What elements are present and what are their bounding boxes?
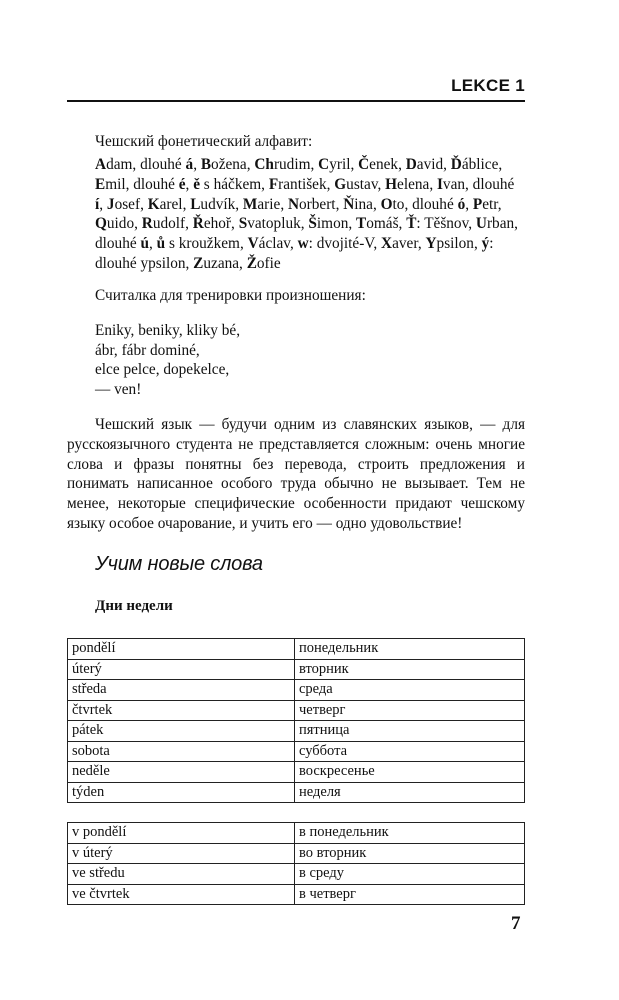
alphabet-letter: G [334, 175, 347, 193]
alphabet-entry: David [405, 156, 444, 173]
alphabet-entry: Ypsilon [425, 235, 474, 253]
alphabet-entry: Ďáblice [450, 156, 499, 173]
alphabet-entry: Norbert [287, 195, 336, 213]
alphabet-letter: ů [156, 235, 166, 253]
alphabet-entry: Petr [472, 195, 498, 213]
alphabet-letter: O [380, 195, 393, 213]
alphabet-letter: Ř [192, 215, 204, 233]
alphabet-entry: Tomáš [356, 215, 399, 233]
alphabet-letter: Q [95, 215, 107, 233]
alphabet-letter: Ď [450, 156, 462, 173]
table-row [68, 823, 525, 844]
alphabet-entry: Ť: Těšnov [406, 215, 469, 233]
page-number: 7 [511, 913, 521, 934]
alphabet-entry: František [268, 175, 327, 193]
alphabet-entry: Řehoř [192, 215, 232, 233]
alphabet-entry: Urban [475, 215, 515, 233]
alphabet-entry: Žofie [246, 254, 281, 272]
section-title: Учим новые слова [95, 553, 263, 575]
alphabet-letter: E [95, 175, 106, 193]
czech-word: ve středu [68, 864, 295, 885]
czech-word: pondělí [68, 639, 295, 660]
alphabet-entry: Čenek [358, 156, 399, 173]
alphabet-letter: K [147, 195, 160, 213]
section-subtitle: Дни недели [95, 598, 173, 614]
days-table [67, 638, 525, 803]
alphabet-letter: L [190, 195, 201, 213]
alphabet-entry: dlouhé ó [412, 195, 466, 213]
alphabet-entry: Oto [380, 195, 405, 213]
alphabet-letter: X [381, 235, 393, 253]
alphabet-entry: Ňina [343, 195, 373, 213]
alphabet-letter: Ž [246, 254, 257, 272]
alphabet-letter: é [178, 175, 186, 193]
table-row [68, 843, 525, 864]
alphabet-letter: ó [457, 195, 466, 213]
czech-word: středa [68, 680, 295, 701]
russian-translation: среда [295, 680, 525, 701]
alphabet-letter: S [238, 215, 248, 233]
russian-translation: во вторник [295, 843, 525, 864]
alphabet-entry: dlouhé á [140, 156, 194, 173]
table-row [68, 680, 525, 701]
alphabet-letter: Z [193, 254, 204, 272]
russian-translation: неделя [295, 782, 525, 803]
alphabet-letter: ú [140, 235, 149, 253]
rhyme-verse [95, 321, 240, 399]
czech-word: ve čtvrtek [68, 884, 295, 905]
alphabet-entry: ů s kroužkem [156, 235, 240, 253]
rhyme-line: Eniky, beniky, kliky bé, [95, 322, 241, 339]
alphabet-letter: V [247, 235, 259, 253]
alphabet-entry: ý: dlouhé ypsilon [95, 235, 494, 272]
alphabet-letter: í [95, 195, 100, 213]
alphabet-entry: Šimon [308, 215, 349, 233]
alphabet-letter: R [141, 215, 153, 233]
alphabet-entry: Gustav [334, 175, 378, 193]
table-row [68, 782, 525, 803]
russian-translation: в четверг [295, 884, 525, 905]
russian-translation: понедельник [295, 639, 525, 660]
alphabet-letter: ě [193, 175, 200, 193]
alphabet-entry: Xaver [381, 235, 418, 253]
rhyme-line: — ven! [95, 380, 142, 398]
alphabet-entry: dlouhé í [95, 175, 515, 213]
alphabet-letter: C [318, 156, 330, 173]
table-row [68, 864, 525, 885]
alphabet-letter: M [242, 195, 258, 213]
czech-word: neděle [68, 762, 295, 783]
alphabet-letter: P [472, 195, 483, 213]
russian-translation: в среду [295, 864, 525, 885]
table-row [68, 884, 525, 905]
alphabet-letter: w [297, 235, 309, 253]
alphabet-letter: Ch [254, 156, 274, 173]
russian-translation: в понедельник [295, 823, 525, 844]
russian-translation: вторник [295, 659, 525, 680]
czech-word: v úterý [68, 843, 295, 864]
alphabet-letter: N [287, 195, 300, 213]
intro-paragraph: Чешский язык — будучи одним из славянских языков, — для русскоязычного студента не представляется сложным: очень многие слова и фразы понятны без перевода, строить предложения и понимать написанное особого труда обычно не вызывает. Тем не менее, некоторые специфические особенности придают чешскому языку особое очарование, и учить его — одно удовольствие! [67, 416, 525, 532]
alphabet-letter: F [268, 175, 279, 193]
alphabet-letter: Y [425, 235, 437, 253]
rhyme-line: elce pelce, dopekelce, [95, 361, 230, 378]
table-row [68, 639, 525, 660]
table-row [68, 700, 525, 721]
russian-translation: суббота [295, 741, 525, 762]
alphabet-letter: H [385, 175, 398, 193]
alphabet-entry: Václav [247, 235, 290, 253]
czech-word: úterý [68, 659, 295, 680]
table-row [68, 741, 525, 762]
table-row [68, 659, 525, 680]
alphabet-entry: Chrudim [254, 156, 311, 173]
alphabet-text: Adam, dlouhé á, Božena, Chrudim, Cyril, Čenek, David, Ďáblice, Emil, dlouhé é, ě s háčkem, František, Gustav, Helena, Ivan, dlouhé í, Josef, Karel, Ludvík, Marie, Norbert, Ňina, Oto, dlouhé ó, Petr, Quido, Rudolf, Řehoř, Svatopluk, Šimon, Tomáš, Ť: Těšnov, Urban, dlouhé ú, ů s kroužkem, Václav, w: dvojité-V, Xaver, Ypsilon, ý: dlouhé ypsilon, Zuzana, Žofie [95, 156, 518, 272]
czech-word: týden [68, 782, 295, 803]
alphabet-entry: Ludvík [190, 195, 236, 213]
alphabet-title: Чешский фонетический алфавит: [95, 133, 313, 150]
czech-word: pátek [68, 721, 295, 742]
alphabet-entry: Zuzana [193, 254, 240, 272]
alphabet-letter: Š [308, 215, 317, 233]
alphabet-entry: dlouhé ú [95, 235, 149, 253]
alphabet-letter: á [185, 156, 194, 173]
russian-translation: воскресенье [295, 762, 525, 783]
alphabet-entry: Božena [200, 156, 247, 173]
alphabet-letter: D [405, 156, 417, 173]
alphabet-letter: A [95, 156, 107, 173]
alphabet-entry: Svatopluk [238, 215, 301, 233]
alphabet-entry: Cyril [318, 156, 351, 173]
alphabet-entry: Emil [95, 175, 126, 193]
alphabet-entry: w: dvojité-V [297, 235, 374, 253]
russian-translation: четверг [295, 700, 525, 721]
czech-word: sobota [68, 741, 295, 762]
russian-translation: пятница [295, 721, 525, 742]
alphabet-entry: Quido [95, 215, 135, 233]
alphabet-letter: Č [358, 156, 370, 173]
alphabet-entry: Rudolf [141, 215, 186, 233]
alphabet-entry: Helena [385, 175, 430, 193]
table-row [68, 762, 525, 783]
alphabet-entry: Ivan [436, 175, 466, 193]
alphabet-entry: Adam [95, 156, 133, 173]
alphabet-letter: T [356, 215, 367, 233]
alphabet-entry: dlouhé é [133, 175, 186, 193]
alphabet-letter: I [436, 175, 443, 193]
alphabet-entry: Marie [242, 195, 281, 213]
alphabet-letter: Ň [343, 195, 355, 213]
alphabet-entry: ě s háčkem [193, 175, 262, 193]
alphabet-entry: Josef [106, 195, 141, 213]
alphabet-letter: Ť [406, 215, 417, 233]
alphabet-entry: Karel [147, 195, 183, 213]
table-row [68, 721, 525, 742]
header-rule [67, 100, 525, 102]
on-days-table [67, 822, 525, 905]
czech-word: čtvrtek [68, 700, 295, 721]
alphabet-letter: ý [481, 235, 490, 253]
rhyme-title: Считалка для тренировки произношения: [95, 287, 366, 304]
lesson-header: LEKCE 1 [451, 76, 525, 95]
alphabet-letter: U [475, 215, 487, 233]
alphabet-letter: J [106, 195, 115, 213]
czech-word: v pondělí [68, 823, 295, 844]
alphabet-letter: B [200, 156, 212, 173]
rhyme-line: ábr, fábr dominé, [95, 341, 200, 359]
